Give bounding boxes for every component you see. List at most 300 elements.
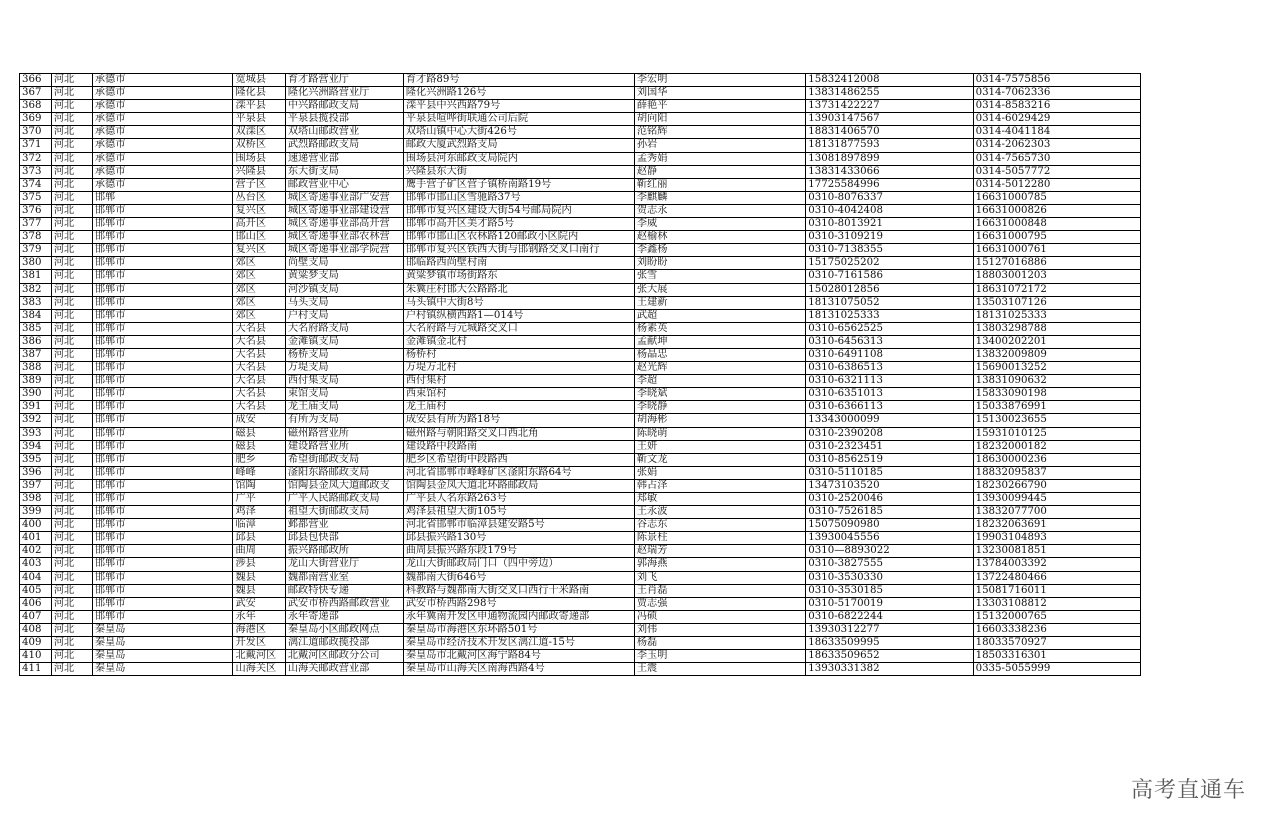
watermark-text: 高考直通车 xyxy=(1130,778,1246,803)
cell-outlet: 束馆支局 xyxy=(285,388,403,401)
cell-index: 397 xyxy=(20,479,52,492)
cell-index: 398 xyxy=(20,493,52,506)
cell-address: 平泉县喧哗街联通公司后院 xyxy=(403,113,634,126)
cell-phone1: 0310-6491108 xyxy=(806,348,973,361)
cell-city: 承德市 xyxy=(92,152,233,165)
table-row xyxy=(20,427,1141,440)
cell-outlet: 馆陶县金凤大道邮政支 xyxy=(285,479,403,492)
cell-district: 大名县 xyxy=(233,375,285,388)
cell-city: 邯郸市 xyxy=(92,440,233,453)
cell-address: 永年冀南开发区申通物流园内邮政寄递部 xyxy=(403,610,634,623)
cell-outlet: 万堤支局 xyxy=(285,362,403,375)
cell-contact: 张雪 xyxy=(634,270,805,283)
cell-province: 河北 xyxy=(51,597,92,610)
table-row xyxy=(20,231,1141,244)
table-row xyxy=(20,584,1141,597)
cell-province: 河北 xyxy=(51,322,92,335)
cell-district: 双滦区 xyxy=(233,126,285,139)
cell-contact: 李玉明 xyxy=(634,650,805,663)
cell-city: 承德市 xyxy=(92,113,233,126)
cell-phone1: 0310-6456313 xyxy=(806,335,973,348)
cell-index: 384 xyxy=(20,309,52,322)
cell-outlet: 邱县包快部 xyxy=(285,532,403,545)
table-row xyxy=(20,532,1141,545)
cell-district: 兴隆县 xyxy=(233,165,285,178)
cell-address: 曲周县振兴路东段179号 xyxy=(403,545,634,558)
cell-phone2: 15931010125 xyxy=(973,427,1140,440)
cell-phone1: 18633509995 xyxy=(806,637,973,650)
cell-district: 大名县 xyxy=(233,322,285,335)
table-row xyxy=(20,545,1141,558)
cell-index: 376 xyxy=(20,204,52,217)
cell-district: 开发区 xyxy=(233,637,285,650)
cell-phone1: 0310-3827555 xyxy=(806,558,973,571)
cell-province: 河北 xyxy=(51,584,92,597)
cell-phone2: 0314-8583216 xyxy=(973,100,1140,113)
cell-province: 河北 xyxy=(51,74,92,87)
cell-district: 郊区 xyxy=(233,283,285,296)
cell-index: 382 xyxy=(20,283,52,296)
cell-province: 河北 xyxy=(51,126,92,139)
cell-contact: 李宏明 xyxy=(634,74,805,87)
cell-contact: 王肖磊 xyxy=(634,584,805,597)
cell-index: 368 xyxy=(20,100,52,113)
cell-city: 邯郸市 xyxy=(92,218,233,231)
cell-outlet: 尚壁支局 xyxy=(285,257,403,270)
cell-outlet: 城区寄递事业部农林营 xyxy=(285,231,403,244)
cell-province: 河北 xyxy=(51,623,92,636)
cell-district: 广平 xyxy=(233,493,285,506)
cell-contact: 赵静 xyxy=(634,165,805,178)
cell-phone2: 13303108812 xyxy=(973,597,1140,610)
cell-province: 河北 xyxy=(51,479,92,492)
cell-address: 秦皇岛市山海关区南海西路4号 xyxy=(403,663,634,676)
cell-contact: 李麒麟 xyxy=(634,191,805,204)
cell-outlet: 希望街邮政支局 xyxy=(285,453,403,466)
cell-address: 杨桥村 xyxy=(403,348,634,361)
cell-phone1: 0310-6321113 xyxy=(806,375,973,388)
cell-district: 曲周 xyxy=(233,545,285,558)
cell-province: 河北 xyxy=(51,191,92,204)
cell-province: 河北 xyxy=(51,165,92,178)
cell-phone2: 18803001203 xyxy=(973,270,1140,283)
cell-phone1: 13930331382 xyxy=(806,663,973,676)
cell-province: 河北 xyxy=(51,401,92,414)
cell-phone2: 16631000785 xyxy=(973,191,1140,204)
cell-outlet: 城区寄递事业部学院营 xyxy=(285,244,403,257)
cell-district: 丛台区 xyxy=(233,191,285,204)
cell-city: 承德市 xyxy=(92,100,233,113)
cell-phone2: 0335-5055999 xyxy=(973,663,1140,676)
cell-outlet: 平泉县揽投部 xyxy=(285,113,403,126)
cell-phone1: 13903147567 xyxy=(806,113,973,126)
cell-province: 河北 xyxy=(51,414,92,427)
cell-outlet: 马头支局 xyxy=(285,296,403,309)
cell-phone1: 13930045556 xyxy=(806,532,973,545)
cell-city: 邯郸市 xyxy=(92,584,233,597)
cell-contact: 刘国华 xyxy=(634,87,805,100)
cell-outlet: 城区寄递事业部高开营 xyxy=(285,218,403,231)
cell-district: 魏县 xyxy=(233,584,285,597)
table-row xyxy=(20,571,1141,584)
table-row xyxy=(20,296,1141,309)
table-row xyxy=(20,218,1141,231)
cell-province: 河北 xyxy=(51,113,92,126)
cell-phone1: 17725584996 xyxy=(806,178,973,191)
cell-address: 户村镇纵横西路1—014号 xyxy=(403,309,634,322)
cell-index: 403 xyxy=(20,558,52,571)
cell-city: 邯郸市 xyxy=(92,427,233,440)
cell-contact: 赵榆林 xyxy=(634,231,805,244)
cell-province: 河北 xyxy=(51,244,92,257)
cell-phone2: 16603338236 xyxy=(973,623,1140,636)
cell-city: 承德市 xyxy=(92,178,233,191)
table-row xyxy=(20,87,1141,100)
cell-phone1: 0310—8893022 xyxy=(806,545,973,558)
cell-outlet: 金滩镇支局 xyxy=(285,335,403,348)
cell-city: 承德市 xyxy=(92,87,233,100)
cell-phone2: 13832009809 xyxy=(973,348,1140,361)
table-row xyxy=(20,322,1141,335)
cell-contact: 冯硕 xyxy=(634,610,805,623)
cell-province: 河北 xyxy=(51,152,92,165)
cell-city: 邯郸市 xyxy=(92,610,233,623)
cell-city: 邯郸市 xyxy=(92,532,233,545)
cell-phone2: 18630000236 xyxy=(973,453,1140,466)
cell-city: 邯郸市 xyxy=(92,375,233,388)
cell-phone1: 15175025202 xyxy=(806,257,973,270)
cell-phone2: 0314-7062336 xyxy=(973,87,1140,100)
cell-city: 邯郸市 xyxy=(92,270,233,283)
cell-phone1: 0310-5110185 xyxy=(806,466,973,479)
cell-city: 秦皇岛 xyxy=(92,650,233,663)
cell-contact: 赵光辉 xyxy=(634,362,805,375)
cell-address: 邯郸市复兴区铁西大街与邯钢路交叉口南行 xyxy=(403,244,634,257)
cell-outlet: 邮政营业中心 xyxy=(285,178,403,191)
cell-contact: 王妍 xyxy=(634,440,805,453)
cell-contact: 刘伟 xyxy=(634,623,805,636)
cell-phone2: 13832077700 xyxy=(973,506,1140,519)
cell-index: 383 xyxy=(20,296,52,309)
cell-phone2: 0314-7575856 xyxy=(973,74,1140,87)
cell-district: 邯山区 xyxy=(233,231,285,244)
cell-city: 邯郸市 xyxy=(92,204,233,217)
cell-phone1: 13473103520 xyxy=(806,479,973,492)
cell-contact: 薛艳平 xyxy=(634,100,805,113)
cell-phone2: 19903104893 xyxy=(973,532,1140,545)
cell-phone1: 0310-8076337 xyxy=(806,191,973,204)
cell-outlet: 城区寄递事业部广安营 xyxy=(285,191,403,204)
cell-index: 404 xyxy=(20,571,52,584)
cell-contact: 范铭辉 xyxy=(634,126,805,139)
cell-district: 磁县 xyxy=(233,427,285,440)
cell-index: 394 xyxy=(20,440,52,453)
cell-phone1: 0310-6386513 xyxy=(806,362,973,375)
cell-city: 秦皇岛 xyxy=(92,637,233,650)
cell-district: 涉县 xyxy=(233,558,285,571)
cell-district: 永年 xyxy=(233,610,285,623)
cell-outlet: 河沙镇支局 xyxy=(285,283,403,296)
table-row xyxy=(20,74,1141,87)
table-row xyxy=(20,623,1141,636)
cell-index: 367 xyxy=(20,87,52,100)
cell-district: 大名县 xyxy=(233,401,285,414)
cell-phone2: 0314-7565730 xyxy=(973,152,1140,165)
cell-province: 河北 xyxy=(51,466,92,479)
table-row xyxy=(20,597,1141,610)
cell-province: 河北 xyxy=(51,283,92,296)
cell-phone2: 13722480466 xyxy=(973,571,1140,584)
cell-outlet: 西付集支局 xyxy=(285,375,403,388)
cell-district: 峰峰 xyxy=(233,466,285,479)
cell-phone2: 13784003392 xyxy=(973,558,1140,571)
cell-province: 河北 xyxy=(51,362,92,375)
cell-contact: 贺志永 xyxy=(634,204,805,217)
cell-contact: 赵瑞芳 xyxy=(634,545,805,558)
table-row xyxy=(20,519,1141,532)
cell-phone2: 16631000795 xyxy=(973,231,1140,244)
cell-address: 邮政大厦武烈路支局 xyxy=(403,139,634,152)
cell-phone1: 0310-7161586 xyxy=(806,270,973,283)
cell-phone1: 0310-8013921 xyxy=(806,218,973,231)
cell-phone2: 13930099445 xyxy=(973,493,1140,506)
cell-contact: 李晓静 xyxy=(634,401,805,414)
cell-contact: 杨磊 xyxy=(634,637,805,650)
cell-index: 379 xyxy=(20,244,52,257)
cell-province: 河北 xyxy=(51,270,92,283)
cell-address: 建设路中段路南 xyxy=(403,440,634,453)
cell-district: 大名县 xyxy=(233,348,285,361)
table-row xyxy=(20,139,1141,152)
cell-phone1: 15028012856 xyxy=(806,283,973,296)
cell-phone2: 18832095837 xyxy=(973,466,1140,479)
cell-province: 河北 xyxy=(51,650,92,663)
cell-phone1: 13343000099 xyxy=(806,414,973,427)
cell-phone1: 0310-6366113 xyxy=(806,401,973,414)
cell-city: 邯郸市 xyxy=(92,558,233,571)
cell-phone2: 18631072172 xyxy=(973,283,1140,296)
cell-outlet: 大名府路支局 xyxy=(285,322,403,335)
cell-province: 河北 xyxy=(51,348,92,361)
cell-outlet: 建设路营业所 xyxy=(285,440,403,453)
cell-contact: 孟献坤 xyxy=(634,335,805,348)
cell-district: 宽城县 xyxy=(233,74,285,87)
cell-index: 407 xyxy=(20,610,52,623)
table-row xyxy=(20,479,1141,492)
cell-phone1: 18633509652 xyxy=(806,650,973,663)
cell-index: 408 xyxy=(20,623,52,636)
table-row xyxy=(20,126,1141,139)
table-row xyxy=(20,663,1141,676)
cell-phone1: 0310-4042408 xyxy=(806,204,973,217)
table-row xyxy=(20,100,1141,113)
cell-address: 金滩镇金北村 xyxy=(403,335,634,348)
cell-contact: 刘飞 xyxy=(634,571,805,584)
cell-phone1: 15832412008 xyxy=(806,74,973,87)
cell-address: 大名府路与元城路交叉口 xyxy=(403,322,634,335)
cell-contact: 靳红丽 xyxy=(634,178,805,191)
cell-contact: 孙岩 xyxy=(634,139,805,152)
cell-phone2: 16631000826 xyxy=(973,204,1140,217)
cell-index: 373 xyxy=(20,165,52,178)
cell-district: 双桥区 xyxy=(233,139,285,152)
cell-index: 377 xyxy=(20,218,52,231)
cell-phone1: 18131025333 xyxy=(806,309,973,322)
cell-address: 魏都南大街646号 xyxy=(403,571,634,584)
cell-city: 邯郸市 xyxy=(92,545,233,558)
cell-province: 河北 xyxy=(51,532,92,545)
cell-phone2: 15690013252 xyxy=(973,362,1140,375)
cell-index: 399 xyxy=(20,506,52,519)
cell-address: 河北省邯郸市峰峰矿区滏阳东路64号 xyxy=(403,466,634,479)
cell-city: 邯郸市 xyxy=(92,479,233,492)
table-row xyxy=(20,414,1141,427)
cell-outlet: 邮政特快专递 xyxy=(285,584,403,597)
cell-district: 营子区 xyxy=(233,178,285,191)
cell-province: 河北 xyxy=(51,453,92,466)
cell-phone2: 18503316301 xyxy=(973,650,1140,663)
cell-phone1: 0310-3530185 xyxy=(806,584,973,597)
cell-outlet: 武安市桥西路邮政营业 xyxy=(285,597,403,610)
cell-outlet: 黄粱梦支局 xyxy=(285,270,403,283)
cell-index: 405 xyxy=(20,584,52,597)
cell-outlet: 城区寄递事业部建设营 xyxy=(285,204,403,217)
cell-phone1: 13930312277 xyxy=(806,623,973,636)
cell-phone1: 0310-2323451 xyxy=(806,440,973,453)
cell-phone2: 18131025333 xyxy=(973,309,1140,322)
cell-address: 隆化兴洲路126号 xyxy=(403,87,634,100)
cell-contact: 杨素英 xyxy=(634,322,805,335)
cell-city: 承德市 xyxy=(92,165,233,178)
cell-city: 秦皇岛 xyxy=(92,623,233,636)
cell-outlet: 隆化兴洲路营业厅 xyxy=(285,87,403,100)
cell-index: 371 xyxy=(20,139,52,152)
table-row xyxy=(20,610,1141,623)
cell-address: 邯郸市邯山区雪驰路37号 xyxy=(403,191,634,204)
cell-contact: 郑敏 xyxy=(634,493,805,506)
cell-district: 大名县 xyxy=(233,335,285,348)
table-row xyxy=(20,113,1141,126)
cell-phone1: 0310-7526185 xyxy=(806,506,973,519)
cell-address: 马头镇中大街8号 xyxy=(403,296,634,309)
cell-address: 秦皇岛市海港区东环路501号 xyxy=(403,623,634,636)
table-row xyxy=(20,244,1141,257)
cell-phone2: 0314-5012280 xyxy=(973,178,1140,191)
cell-index: 390 xyxy=(20,388,52,401)
cell-phone1: 0310-7138355 xyxy=(806,244,973,257)
cell-phone2: 0314-5057772 xyxy=(973,165,1140,178)
cell-index: 380 xyxy=(20,257,52,270)
cell-district: 郊区 xyxy=(233,296,285,309)
cell-outlet: 北戴河区邮政分公司 xyxy=(285,650,403,663)
cell-index: 385 xyxy=(20,322,52,335)
cell-address: 龙山大街邮政局门口（四中旁边） xyxy=(403,558,634,571)
cell-district: 郊区 xyxy=(233,270,285,283)
cell-address: 秦皇岛市北戴河区海宁路84号 xyxy=(403,650,634,663)
cell-outlet: 双塔山邮政营业 xyxy=(285,126,403,139)
cell-address: 邯郸市高开区美才路5号 xyxy=(403,218,634,231)
cell-address: 滦平县中兴西路79号 xyxy=(403,100,634,113)
cell-phone1: 13081897899 xyxy=(806,152,973,165)
cell-phone1: 0310-8562519 xyxy=(806,453,973,466)
cell-phone1: 13731422227 xyxy=(806,100,973,113)
cell-index: 392 xyxy=(20,414,52,427)
cell-province: 河北 xyxy=(51,218,92,231)
cell-address: 成安县有所为路18号 xyxy=(403,414,634,427)
cell-district: 成安 xyxy=(233,414,285,427)
cell-address: 邱县振兴路130号 xyxy=(403,532,634,545)
cell-province: 河北 xyxy=(51,375,92,388)
cell-district: 临漳 xyxy=(233,519,285,532)
cell-contact: 谷志东 xyxy=(634,519,805,532)
cell-address: 黄粱梦镇市场街路东 xyxy=(403,270,634,283)
cell-index: 378 xyxy=(20,231,52,244)
cell-district: 魏县 xyxy=(233,571,285,584)
cell-contact: 韩占泽 xyxy=(634,479,805,492)
cell-index: 372 xyxy=(20,152,52,165)
cell-index: 387 xyxy=(20,348,52,361)
cell-district: 复兴区 xyxy=(233,204,285,217)
cell-address: 西付集村 xyxy=(403,375,634,388)
table-row xyxy=(20,362,1141,375)
cell-city: 邯郸市 xyxy=(92,453,233,466)
cell-index: 410 xyxy=(20,650,52,663)
cell-district: 邱县 xyxy=(233,532,285,545)
cell-index: 366 xyxy=(20,74,52,87)
cell-city: 邯郸市 xyxy=(92,414,233,427)
table-row xyxy=(20,270,1141,283)
cell-city: 邯郸市 xyxy=(92,519,233,532)
cell-province: 河北 xyxy=(51,571,92,584)
cell-province: 河北 xyxy=(51,204,92,217)
cell-phone2: 13503107126 xyxy=(973,296,1140,309)
table-row xyxy=(20,401,1141,414)
cell-outlet: 中兴路邮政支局 xyxy=(285,100,403,113)
cell-contact: 胡向阳 xyxy=(634,113,805,126)
cell-address: 河北省邯郸市临漳县建安路5号 xyxy=(403,519,634,532)
cell-address: 鸡泽县祖望大街105号 xyxy=(403,506,634,519)
cell-address: 磁州路与朝阳路交叉口西北角 xyxy=(403,427,634,440)
cell-phone2: 0314-2062303 xyxy=(973,139,1140,152)
cell-phone1: 0310-6351013 xyxy=(806,388,973,401)
table-row xyxy=(20,257,1141,270)
cell-phone2: 15132000765 xyxy=(973,610,1140,623)
cell-index: 409 xyxy=(20,637,52,650)
cell-outlet: 振兴路邮政所 xyxy=(285,545,403,558)
cell-index: 386 xyxy=(20,335,52,348)
cell-contact: 孟秀娟 xyxy=(634,152,805,165)
cell-contact: 张娟 xyxy=(634,466,805,479)
cell-contact: 王永波 xyxy=(634,506,805,519)
cell-outlet: 杨桥支局 xyxy=(285,348,403,361)
cell-province: 河北 xyxy=(51,257,92,270)
cell-contact: 贾志强 xyxy=(634,597,805,610)
cell-province: 河北 xyxy=(51,388,92,401)
cell-city: 邯郸市 xyxy=(92,322,233,335)
cell-outlet: 邺都营业 xyxy=(285,519,403,532)
cell-district: 馆陶 xyxy=(233,479,285,492)
cell-outlet: 漓江道邮政揽投部 xyxy=(285,637,403,650)
cell-province: 河北 xyxy=(51,440,92,453)
cell-city: 邯郸市 xyxy=(92,231,233,244)
table-row xyxy=(20,335,1141,348)
cell-contact: 胡海彬 xyxy=(634,414,805,427)
cell-contact: 杨晶忠 xyxy=(634,348,805,361)
cell-city: 邯郸市 xyxy=(92,348,233,361)
cell-phone2: 15130023655 xyxy=(973,414,1140,427)
cell-address: 万堤万北村 xyxy=(403,362,634,375)
cell-phone1: 18131075052 xyxy=(806,296,973,309)
